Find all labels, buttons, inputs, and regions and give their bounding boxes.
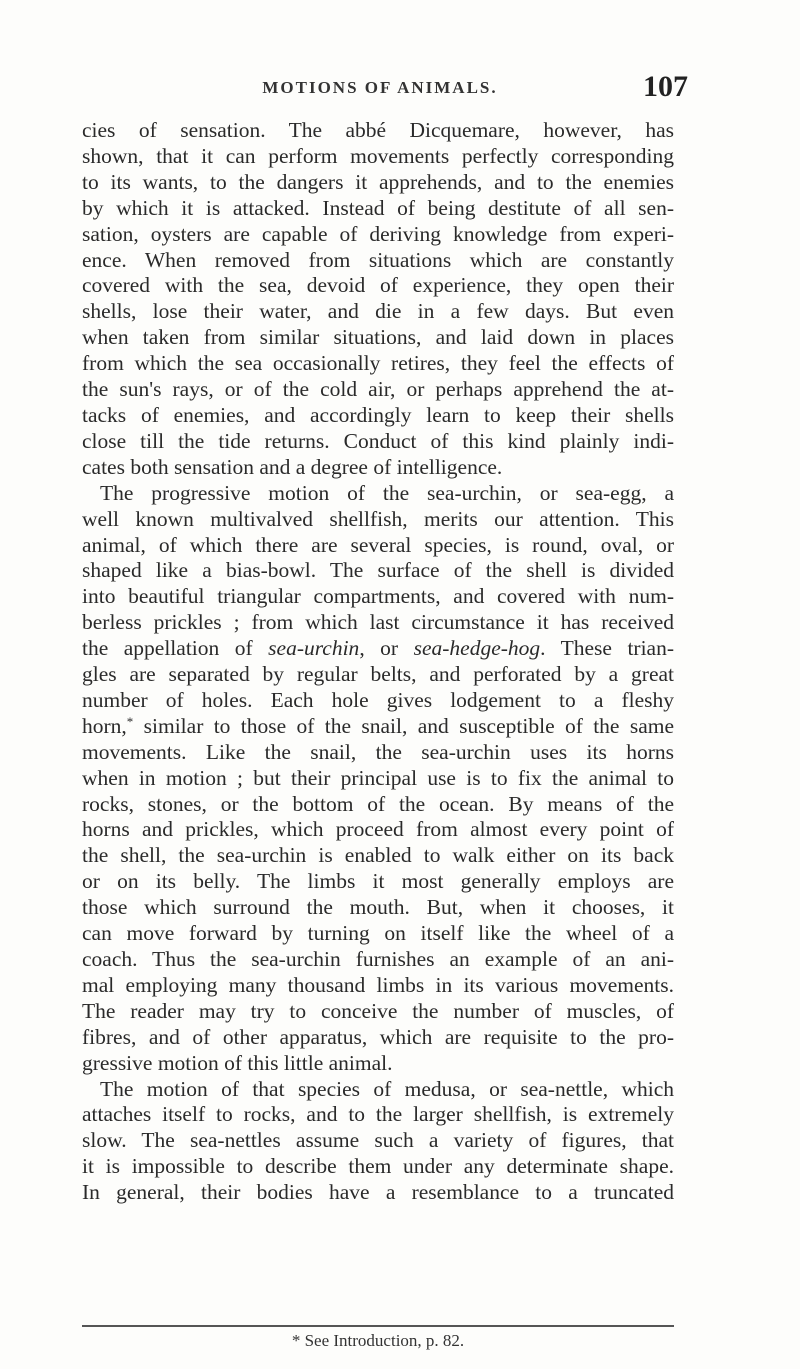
text-line: number of holes. Each hole gives lodgement to a fleshy	[82, 687, 674, 712]
text-line: fibres, and of other apparatus, which are requisite to the pro-	[82, 1024, 674, 1049]
text-line: animal, of which there are several species, is round, oval, or	[82, 532, 674, 557]
text-line: horns and prickles, which proceed from almost every point of	[82, 817, 674, 842]
text-line: gressive motion of this little animal.	[82, 1050, 393, 1075]
running-title: MOTIONS OF ANIMALS.	[262, 78, 498, 97]
text-line: cies of sensation. The abbé Dicquemare, however, has	[82, 118, 674, 142]
text-line: sation, oysters are capable of deriving knowledge from experi-	[82, 221, 674, 246]
text-segment: similar to those of the snail, and susceptible of the same	[133, 713, 674, 738]
italic-term: sea-hedge-hog	[413, 636, 541, 661]
text-line: shells, lose their water, and die in a few days. But even	[82, 299, 674, 324]
text-line: coach. Thus the sea-urchin furnishes an example of an ani-	[82, 947, 674, 971]
text-line: from which the sea occasionally retires, they feel the effects of	[82, 351, 674, 376]
text-line: slow. The sea-nettles assume such a variety of figures, that	[82, 1128, 674, 1153]
text-line: gles are separated by regular belts, and perforated by a great	[82, 662, 674, 687]
footnote-divider	[82, 1325, 674, 1327]
text-line: ence. When removed from situations which are constantly	[82, 247, 674, 272]
text-line: the sun's rays, or of the cold air, or perhaps apprehend the at-	[82, 377, 674, 402]
text-line: into beautiful triangular compartments, and covered with num-	[82, 584, 674, 609]
text-segment: the appellation of	[82, 636, 253, 661]
text-segment: , or	[359, 636, 399, 661]
text-line: In general, their bodies have a resemblance to a truncated	[82, 1180, 674, 1205]
body-text	[82, 118, 674, 1206]
footnote-marker: *	[126, 713, 134, 729]
running-head	[80, 66, 688, 106]
text-line: it is impossible to describe them under any determinate shape.	[82, 1154, 674, 1179]
text-segment: . These trian-	[540, 636, 674, 661]
text-line: to its wants, to the dangers it apprehends, and to the enemies	[82, 169, 674, 194]
text-line: when in motion ; but their principal use is to fix the animal to	[82, 765, 674, 790]
text-line-with-italics	[82, 636, 674, 662]
text-line: rocks, stones, or the bottom of the ocean. By means of the	[82, 791, 674, 816]
text-line: covered with the sea, devoid of experience, they open their	[82, 273, 674, 298]
text-line: those which surround the mouth. But, when it chooses, it	[82, 895, 674, 920]
text-line: attaches itself to rocks, and to the larger shellfish, is extremely	[82, 1102, 674, 1127]
italic-term: sea-urchin	[268, 636, 360, 661]
text-line-with-footnote	[82, 714, 674, 740]
text-line: can move forward by turning on itself like the wheel of a	[82, 921, 674, 946]
text-segment: horn,	[82, 713, 127, 738]
text-line: well known multivalved shellfish, merits our attention. This	[82, 506, 674, 531]
page-number: 107	[643, 70, 688, 103]
text-line: berless prickles ; from which last circumstance it has received	[82, 610, 674, 635]
text-line: close till the tide returns. Conduct of this kind plainly indi-	[82, 428, 674, 453]
text-line: The reader may try to conceive the number of muscles, of	[82, 998, 674, 1023]
paragraph-start-line: The progressive motion of the sea-urchin, or sea-egg, a	[100, 480, 674, 505]
text-line: cates both sensation and a degree of intelligence.	[82, 454, 503, 479]
text-line: or on its belly. The limbs it most generally employs are	[82, 869, 674, 894]
text-line: the shell, the sea-urchin is enabled to walk either on its back	[82, 843, 674, 868]
footnote: * See Introduction, p. 82.	[291, 1331, 465, 1350]
text-line: tacks of enemies, and accordingly learn to keep their shells	[82, 402, 674, 427]
text-line: mal employing many thousand limbs in its various movements.	[82, 972, 674, 997]
paragraph-start-line: The motion of that species of medusa, or sea-nettle, which	[100, 1076, 674, 1101]
text-line: shown, that it can perform movements perfectly corresponding	[82, 143, 674, 168]
text-line: shaped like a bias-bowl. The surface of the shell is divided	[82, 558, 674, 583]
text-line: movements. Like the snail, the sea-urchin uses its horns	[82, 739, 674, 764]
text-line: by which it is attacked. Instead of being destitute of all sen-	[82, 195, 674, 220]
text-line: when taken from similar situations, and laid down in places	[82, 325, 674, 350]
